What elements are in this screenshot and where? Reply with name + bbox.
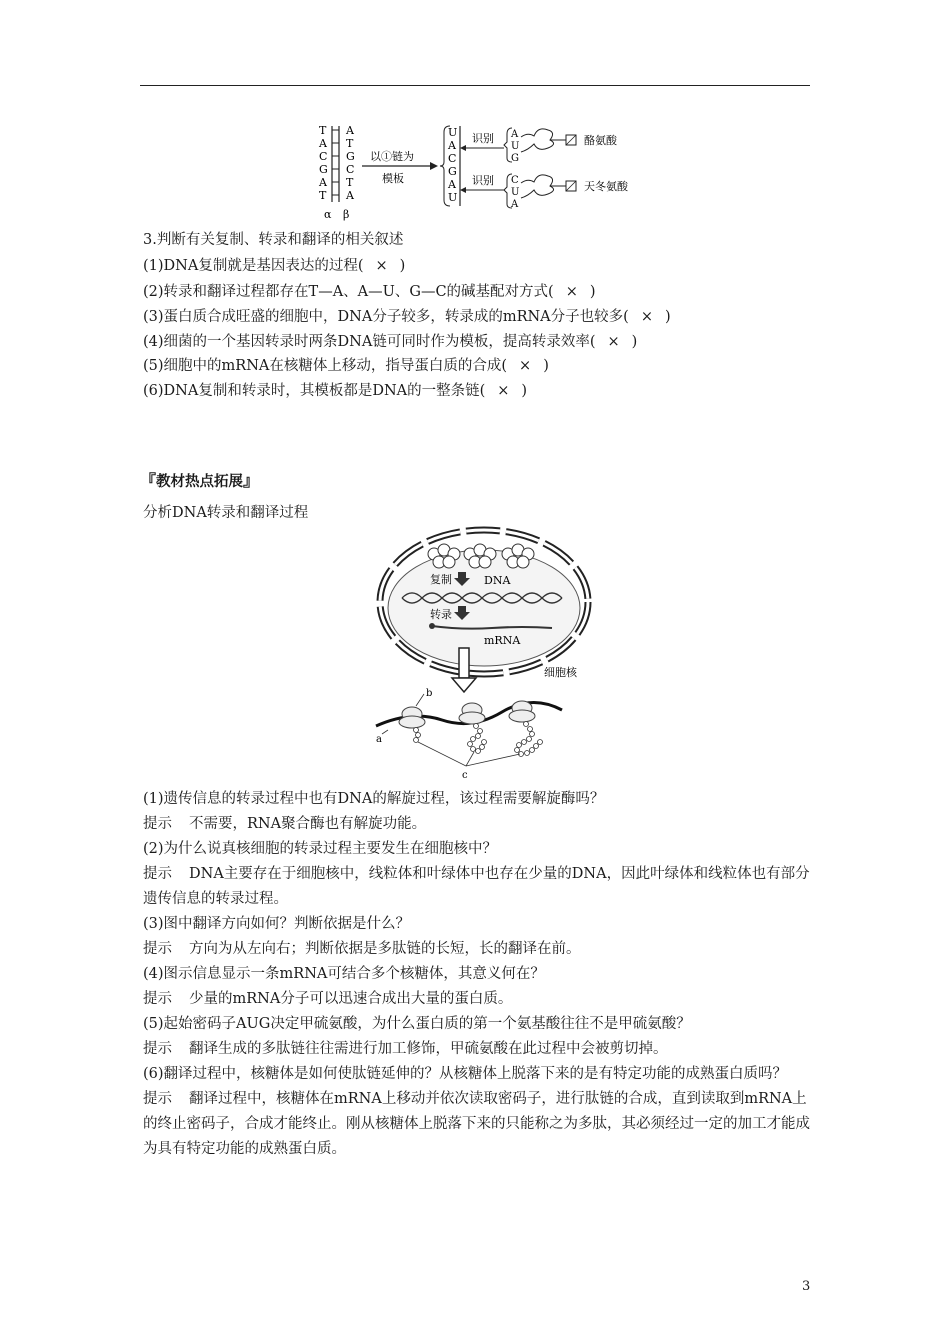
hint-label: 提示 (143, 1091, 172, 1107)
close-paren: ) (399, 258, 406, 274)
alpha-base: C (319, 150, 328, 163)
mrna-base: U (448, 191, 458, 204)
beta-base: T (346, 137, 354, 150)
question: (6)翻译过程中，核糖体是如何使肽链延伸的？从核糖体上脱落下来的是有特定功能的成熟蛋白质吗？ (143, 1066, 788, 1082)
dna-label: DNA (484, 574, 511, 587)
alpha-base: A (319, 176, 327, 189)
replication-label: 复制 (430, 573, 452, 586)
template-text-2: 模板 (382, 172, 404, 185)
hint-text: 翻译生成的多肽链往往需进行加工修饰，甲硫氨酸在此过程中会被剪切掉。 (189, 1041, 668, 1057)
header-rule (140, 85, 810, 86)
close-paren: ) (664, 309, 671, 325)
cross-mark: × (519, 358, 532, 374)
hint-text: 少量的mRNA分子可以迅速合成出大量的蛋白质。 (189, 991, 513, 1007)
mrna-label: mRNA (484, 634, 521, 647)
section-subtitle: 分析DNA转录和翻译过程 (143, 505, 309, 521)
answer (143, 1037, 811, 1062)
page-number: 3 (802, 1279, 811, 1294)
hint-text: 不需要，RNA聚合酶也有解旋功能。 (189, 816, 427, 832)
judgement-item (143, 256, 405, 276)
mrna-base: A (448, 139, 456, 152)
question: (4)图示信息显示一条mRNA可结合多个核糖体，其意义何在？ (143, 966, 545, 982)
hint-text: DNA主要存在于细胞核中，线粒体和叶绿体中也存在少量的DNA，因此叶绿体和线粒体也有部分遗传信息的转录过程。 (143, 866, 810, 907)
close-paren: ) (521, 383, 528, 399)
close-paren: ) (631, 334, 638, 350)
question: (2)为什么说真核细胞的转录过程主要发生在细胞核中？ (143, 841, 498, 857)
hint-label: 提示 (143, 991, 172, 1007)
question: (5)起始密码子AUG决定甲硫氨酸，为什么蛋白质的第一个氨基酸往往不是甲硫氨酸？ (143, 1016, 691, 1032)
answer (143, 1087, 811, 1162)
recognize-label: 识别 (472, 174, 494, 187)
beta-base: T (346, 176, 354, 189)
label-c: c (462, 770, 468, 780)
beta-base: G (346, 150, 355, 163)
judgement-text: (3)蛋白质合成旺盛的细胞中，DNA分子较多，转录成的mRNA分子也较多( (143, 309, 629, 325)
recognize-label: 识别 (472, 132, 494, 145)
trna-anticodon: U (511, 141, 520, 152)
open-bracket: 『 (140, 471, 157, 490)
trna-anticodon: A (511, 129, 519, 140)
answer (143, 812, 811, 837)
mrna-base: A (448, 178, 456, 191)
amino-acid-2: 天冬氨酸 (584, 180, 628, 193)
beta-base: A (346, 124, 354, 137)
nucleus-label: 细胞核 (544, 666, 577, 679)
mrna-base: C (448, 152, 457, 165)
hint-text: 方向为从左向右；判断依据是多肽链的长短，长的翻译在前。 (189, 941, 581, 957)
transcription-translation-diagram (312, 122, 652, 224)
answer (143, 987, 811, 1012)
mrna-base: G (448, 165, 457, 178)
beta-label: β (343, 208, 350, 221)
label-a: a (376, 734, 382, 745)
question: (3)图中翻译方向如何？判断依据是什么？ (143, 916, 411, 932)
nucleus-diagram (372, 520, 597, 780)
answer (143, 862, 811, 912)
transcription-label: 转录 (430, 608, 452, 621)
qa-block (143, 787, 811, 1162)
mrna-base: U (448, 126, 458, 139)
hint-label: 提示 (143, 816, 172, 832)
judgement-item (143, 332, 637, 352)
judgement-item (143, 282, 596, 302)
alpha-base: T (319, 124, 327, 137)
alpha-base: A (319, 137, 327, 150)
cross-mark: × (607, 334, 620, 350)
judgement-item (143, 381, 527, 401)
cross-mark: × (640, 309, 653, 325)
cross-mark: × (565, 284, 578, 300)
hint-label: 提示 (143, 1041, 172, 1057)
hint-text: 翻译过程中，核糖体在mRNA上移动并依次读取密码子，进行肽链的合成，直到读取到mRNA上的终止密码子，合成才能终止。刚从核糖体上脱落下来的只能称之为多肽，其必须经过一定的加工才能成为具有特定功能的成熟蛋白质。 (143, 1091, 810, 1157)
judgement-item (143, 356, 549, 376)
section-heading (140, 468, 259, 491)
cross-mark: × (497, 383, 510, 399)
beta-base: A (346, 189, 354, 202)
judgement-text: (4)细菌的一个基因转录时两条DNA链可同时作为模板，提高转录效率( (143, 334, 596, 350)
cross-mark: × (375, 258, 388, 274)
close-bracket: 』 (243, 471, 260, 490)
hint-label: 提示 (143, 866, 172, 882)
trna-anticodon: C (511, 175, 519, 186)
alpha-label: α (324, 208, 332, 221)
amino-acid-1: 酪氨酸 (584, 134, 617, 147)
trna-anticodon: U (511, 187, 520, 198)
answer (143, 937, 811, 962)
judgement-text: (2)转录和翻译过程都存在T—A、A—U、G—C的碱基配对方式( (143, 284, 554, 300)
judgement-text: (6)DNA复制和转录时，其模板都是DNA的一整条链( (143, 383, 486, 399)
judgement-item (143, 307, 671, 327)
close-paren: ) (589, 284, 596, 300)
judgement-title: 3.判断有关复制、转录和翻译的相关叙述 (143, 232, 404, 248)
template-text-1: 以①链为 (370, 150, 414, 163)
question: (1)遗传信息的转录过程中也有DNA的解旋过程，该过程需要解旋酶吗？ (143, 791, 605, 807)
alpha-base: T (319, 189, 327, 202)
judgement-text: (5)细胞中的mRNA在核糖体上移动，指导蛋白质的合成( (143, 358, 508, 374)
beta-base: C (346, 163, 355, 176)
trna-anticodon: G (511, 153, 519, 164)
trna-anticodon: A (511, 199, 519, 210)
judgement-text: (1)DNA复制就是基因表达的过程( (143, 258, 364, 274)
label-b: b (426, 688, 433, 699)
section-title: 教材热点拓展 (156, 474, 244, 490)
hint-label: 提示 (143, 941, 172, 957)
close-paren: ) (543, 358, 549, 374)
alpha-base: G (319, 163, 328, 176)
